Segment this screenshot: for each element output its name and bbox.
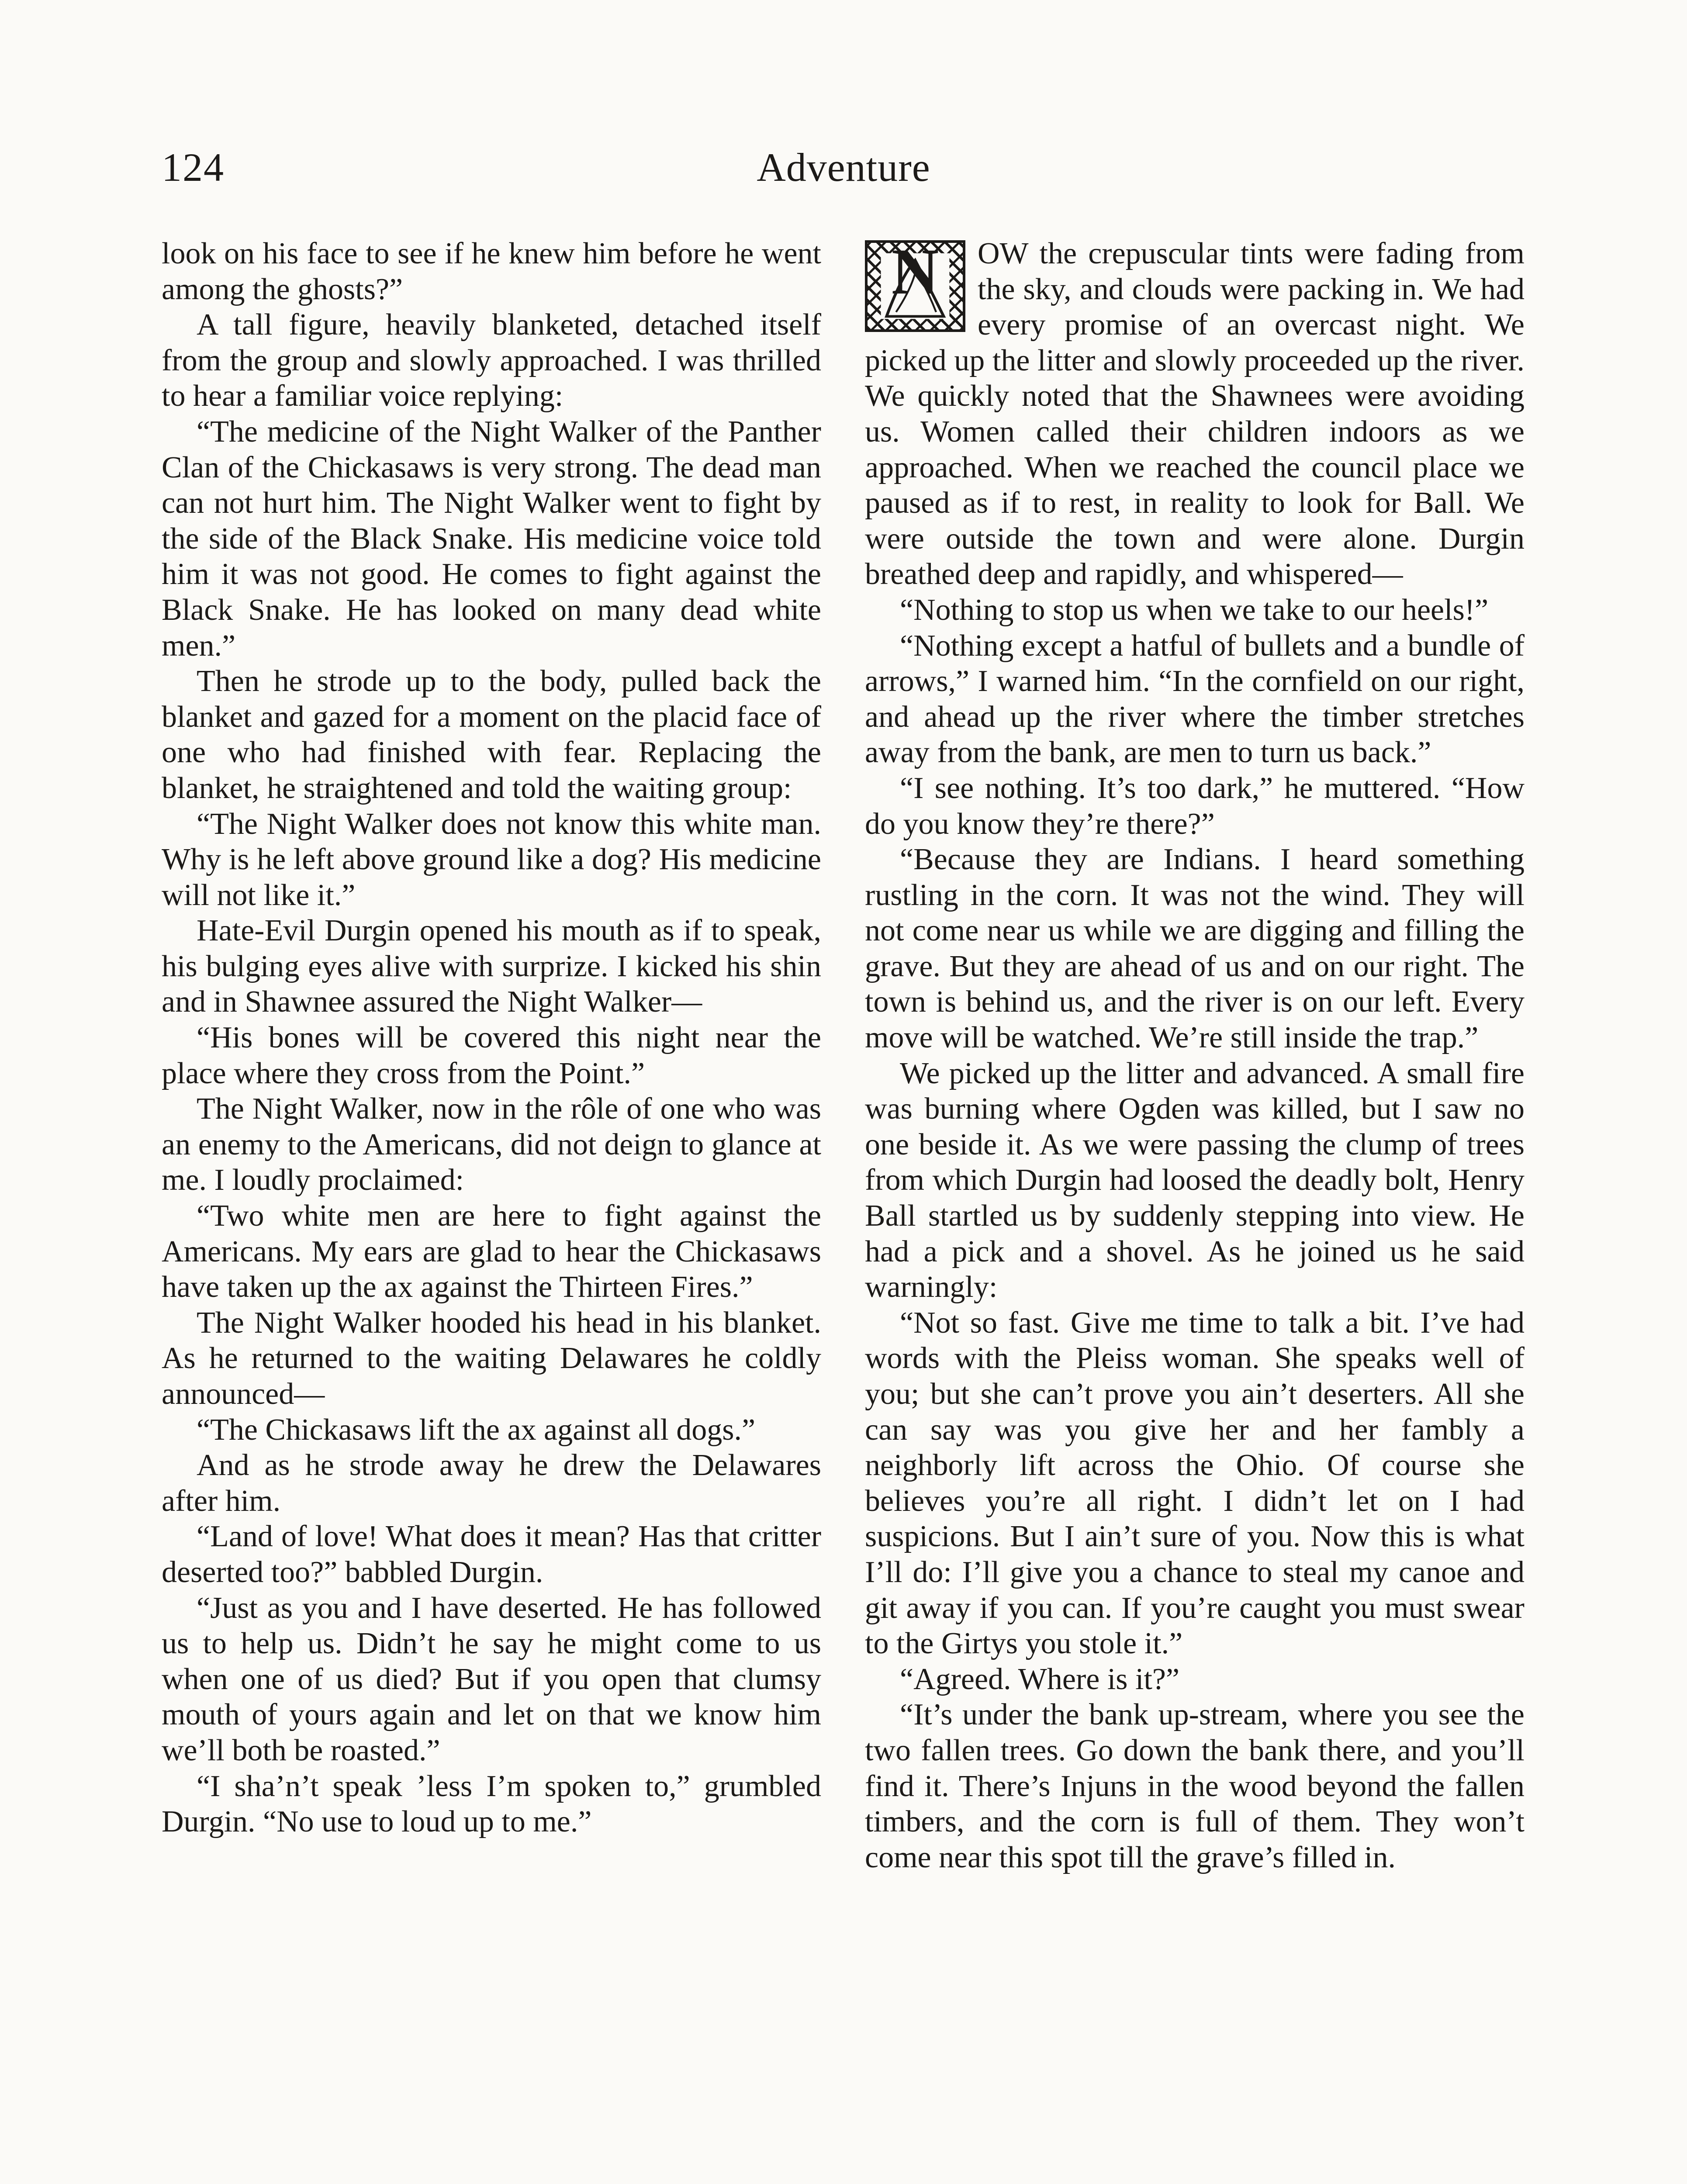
paragraph: “Nothing to stop us when we take to our heels!” (900, 593, 1489, 627)
paragraph: look on his face to see if he knew him before he went among the ghosts?” (162, 237, 821, 306)
paragraph: “The medicine of the Night Walker of the Panther Clan of the Chickasaws is very strong. The dead man can not hurt him. The Night Walker went to fight by the side of the Black Snake. His medicine voice told him it was not good. He comes to fight against the Black Snake. He has looked on many dead white men.” (162, 415, 821, 663)
paragraph: “The Night Walker does not know this white man. Why is he left above ground like a dog? His medicine will not like it.” (162, 807, 821, 912)
paragraph: We picked up the litter and advanced. A small fire was burning where Ogden was killed, but I saw no one beside it. As we were passing the clump of trees from which Durgin had loosed the deadly bolt, Henry Ball startled us by suddenly stepping into view. He had a pick and a shovel. As he joined us he said warningly: (865, 1056, 1525, 1304)
paragraph: “Land of love! What does it mean? Has that critter deserted too?” babbled Durgin. (162, 1520, 821, 1589)
paragraph: “Because they are Indians. I heard something rustling in the corn. It was not the wind. They will not come near us while we are digging and filling the grave. But they are ahead of us and on our right. The town is behind us, and the river is on our left. Every move will be watched. We’re still inside the trap.” (865, 843, 1525, 1055)
decorative-dropcap (865, 235, 965, 332)
paragraph: “Nothing except a hatful of bullets and a bundle of arrows,” I warned him. “In the cornfield on our right, and ahead up the river where the timber stretches away from the bank, are men to turn us back.” (865, 629, 1525, 770)
right-column (865, 236, 1525, 1875)
paragraph: “Two white men are here to fight against the Americans. My ears are glad to hear the Chickasaws have taken up the ax against the Thirteen Fires.” (162, 1199, 821, 1304)
paragraph: Then he strode up to the body, pulled back the blanket and gazed for a moment on the placid face of one who had finished with fear. Replacing the blanket, he straightened and told the waiting group: (162, 664, 821, 805)
page-number: 124 (162, 145, 225, 190)
running-title: Adventure (757, 145, 930, 190)
paragraph: A tall figure, heavily blanketed, detached itself from the group and slowly approached. I was thrilled to hear a familiar voice replying: (162, 308, 821, 413)
paragraph: “It’s under the bank up-stream, where you see the two fallen trees. Go down the bank there, and you’ll find it. There’s Injuns in the wood beyond the fallen timbers, and the corn is full of them. They won’t come near this spot till the grave’s filled in. (865, 1698, 1525, 1874)
paragraph: “Just as you and I have deserted. He has followed us to help us. Didn’t he say he might come to us when one of us died? But if you open that clumsy mouth of yours again and let on that we know him we’ll both be roasted.” (162, 1591, 821, 1767)
paragraph: “I see nothing. It’s too dark,” he muttered. “How do you know they’re there?” (865, 771, 1525, 841)
paragraph: The Night Walker, now in the rôle of one who was an enemy to the Americans, did not deign to glance at me. I loudly proclaimed: (162, 1092, 821, 1197)
paragraph: Hate-Evil Durgin opened his mouth as if to speak, his bulging eyes alive with surprize. I kicked his shin and in Shawnee assured the Night Walker— (162, 914, 821, 1019)
paragraph: “Agreed. Where is it?” (900, 1662, 1180, 1696)
left-column (162, 236, 821, 1840)
paragraph: And as he strode away he drew the Delawares after him. (162, 1448, 821, 1518)
paragraph: “The Chickasaws lift the ax against all dogs.” (197, 1413, 756, 1447)
paragraph: “I sha’n’t speak ’less I’m spoken to,” grumbled Durgin. “No use to loud up to me.” (162, 1769, 821, 1839)
paragraph: “Not so fast. Give me time to talk a bit. I’ve had words with the Pleiss woman. She speaks well of you; but she can’t prove you ain’t deserters. All she can say was you give her and her fambly a neighborly lift across the Ohio. Of course she believes you’re all right. I didn’t let on I had suspicions. But I ain’t sure of you. Now this is what I’ll do: I’ll give you a chance to steal my canoe and git away if you can. If you’re caught you must swear to the Girtys you stole it.” (865, 1306, 1525, 1661)
paragraph: OW the crepuscular tints were fading from the sky, and clouds were packing in. We had every promise of an overcast night. We picked up the litter and slowly proceeded up the river. We quickly noted that the Shawnees were avoiding us. Women called their children indoors as we approached. When we reached the council place we paused as if to rest, in reality to look for Ball. We were outside the town and were alone. Durgin breathed deep and rapidly, and whispered— (865, 237, 1525, 591)
paragraph: The Night Walker hooded his head in his blanket. As he returned to the waiting Delawares he coldly announced— (162, 1306, 821, 1411)
paragraph: “His bones will be covered this night near the place where they cross from the Point.” (162, 1021, 821, 1090)
dropcap-letter: N (891, 235, 939, 308)
page-header (162, 144, 1525, 197)
